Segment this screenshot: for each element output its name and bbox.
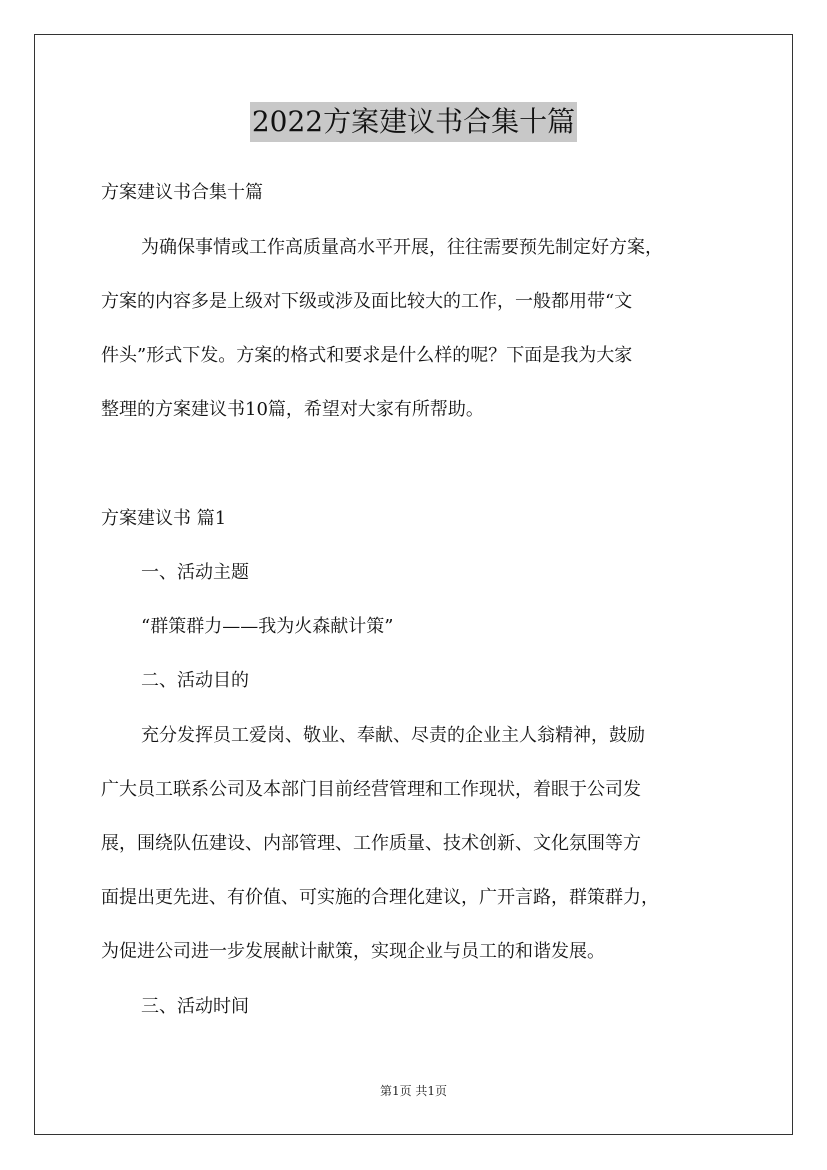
- theme-text: “群策群力——我为火森献计策”: [141, 616, 394, 637]
- purpose-line: 面提出更先进、有价值、可实施的合理化建议，广开言路，群策群力，: [101, 887, 659, 908]
- document-title: 2022方案建议书合集十篇: [250, 102, 577, 142]
- purpose-line: 充分发挥员工爱岗、敬业、奉献、尽责的企业主人翁精神，鼓励: [141, 725, 645, 746]
- purpose-heading: 二、活动目的: [141, 670, 249, 691]
- purpose-line: 广大员工联系公司及本部门目前经营管理和工作现状，着眼于公司发: [101, 779, 641, 800]
- title-container: [0, 102, 827, 142]
- intro-line: 整理的方案建议书10篇，希望对大家有所帮助。: [101, 399, 484, 420]
- intro-line: 件头”形式下发。方案的格式和要求是什么样的呢？下面是我为大家: [101, 345, 633, 366]
- time-heading: 三、活动时间: [141, 996, 249, 1017]
- section-heading: 方案建议书 篇1: [101, 508, 227, 529]
- theme-heading: 一、活动主题: [141, 562, 249, 583]
- purpose-line: 展，围绕队伍建设、内部管理、工作质量、技术创新、文化氛围等方: [101, 833, 641, 854]
- intro-line: 方案的内容多是上级对下级或涉及面比较大的工作，一般都用带“文: [101, 291, 633, 312]
- intro-line: 为确保事情或工作高质量高水平开展，往往需要预先制定好方案，: [141, 237, 663, 258]
- subtitle: 方案建议书合集十篇: [101, 182, 263, 203]
- purpose-line: 为促进公司进一步发展献计献策，实现企业与员工的和谐发展。: [101, 941, 605, 962]
- page-footer: 第1页 共1页: [379, 1084, 448, 1098]
